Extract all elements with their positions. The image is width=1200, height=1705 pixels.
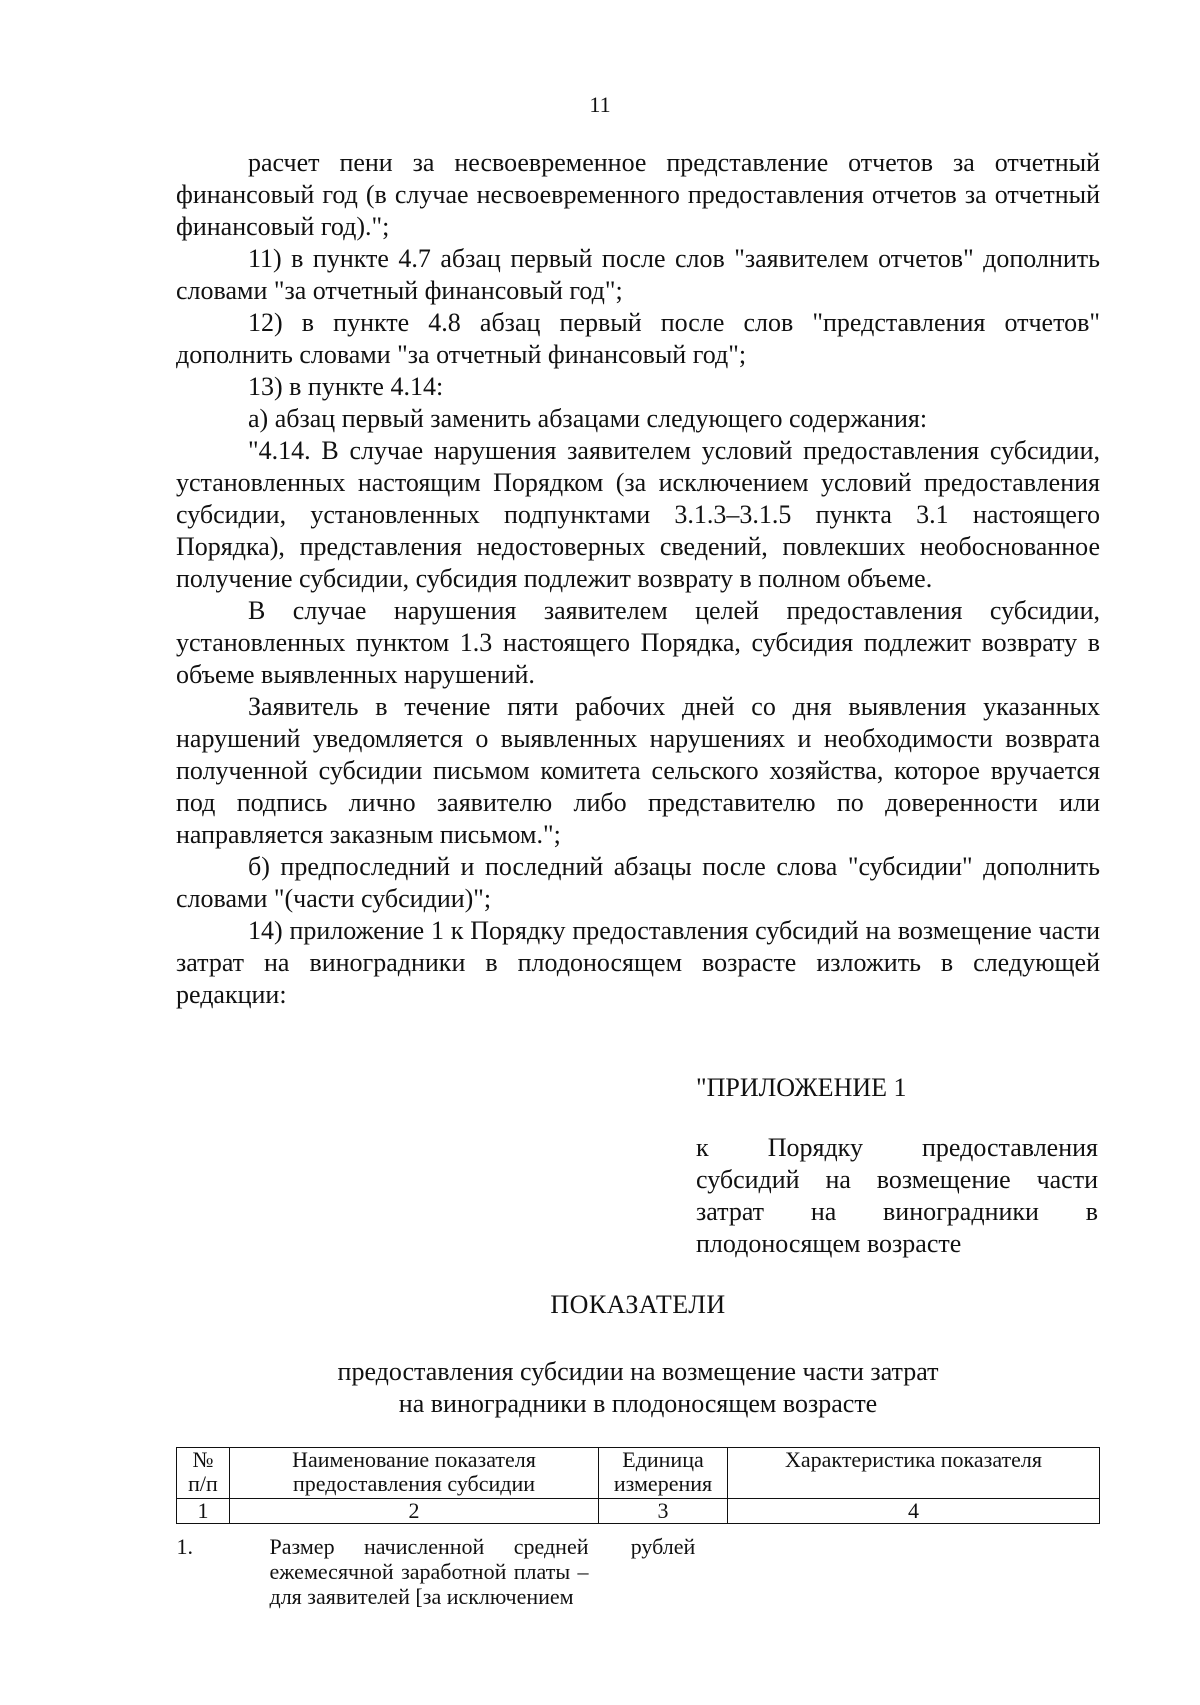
row-characteristic: [728, 1524, 1100, 1610]
paragraph: 12) в пункте 4.8 абзац первый после слов "представления отчетов" дополнить словами "за отчетный финансовый год";: [176, 308, 1100, 369]
document-heading: ПОКАЗАТЕЛИ: [550, 1290, 726, 1319]
page-number: 11: [589, 92, 611, 117]
header-name: [230, 1448, 599, 1499]
paragraph: 14) приложение 1 к Порядку предоставления субсидий на возмещение части затрат на виноградники в плодоносящем возрасте изложить в следующей редакции:: [176, 916, 1100, 1009]
header-unit: [599, 1448, 728, 1499]
paragraph: а) абзац первый заменить абзацами следующего содержания:: [248, 404, 928, 433]
document-body: [176, 147, 1100, 1011]
header-num-line2: п/п: [188, 1471, 218, 1496]
subtitle-line: предоставления субсидии на возмещение части затрат: [337, 1357, 939, 1386]
header-unit-line1: Единица: [622, 1447, 704, 1472]
header-characteristic: Характеристика показателя: [728, 1448, 1100, 1499]
header-unit-line2: измерения: [613, 1471, 713, 1496]
column-number-row: [177, 1499, 1100, 1524]
column-number: 4: [728, 1499, 1100, 1524]
subtitle-line: на виноградники в плодоносящем возрасте: [398, 1389, 878, 1418]
column-number: 1: [177, 1499, 230, 1524]
paragraph: "4.14. В случае нарушения заявителем условий предоставления субсидии, установленных настоящим Порядком (за исключением условий предоставления субсидии, установленных подпунктами 3.1.3–3.1.5 пункта 3.1 настоящего Порядка), представления недостоверных сведений, повлекших необоснованное получение субсидии, субсидия подлежит возврату в полном объеме.: [176, 436, 1100, 593]
appendix-title: "ПРИЛОЖЕНИЕ 1: [696, 1073, 907, 1102]
column-number: 3: [599, 1499, 728, 1524]
row-unit: рублей: [630, 1534, 696, 1559]
row-indicator-name: Размер начисленной средней ежемесячной заработной платы – для заявителей [за исключением: [269, 1534, 589, 1609]
row-number: 1.: [176, 1534, 193, 1559]
document-subtitle: [176, 1356, 1100, 1420]
paragraph: 11) в пункте 4.7 абзац первый после слов "заявителем отчетов" дополнить словами "за отчетный финансовый год";: [176, 244, 1100, 305]
column-number: 2: [230, 1499, 599, 1524]
table-header-row: [177, 1448, 1100, 1499]
paragraph: В случае нарушения заявителем целей предоставления субсидии, установленных пунктом 1.3 настоящего Порядка, субсидия подлежит возврату в объеме выявленных нарушений.: [176, 596, 1100, 689]
paragraph: б) предпоследний и последний абзацы после слова "субсидии" дополнить словами "(части субсидии)";: [176, 852, 1100, 913]
paragraph: Заявитель в течение пяти рабочих дней со дня выявления указанных нарушений уведомляется о выявленных нарушениях и необходимости возврата полученной субсидии письмом комитета сельского хозяйства, которое вручается под подпись лично заявителю либо представителю по доверенности или направляется заказным письмом.";: [176, 692, 1100, 849]
paragraph: расчет пени за несвоевременное представление отчетов за отчетный финансовый год (в случае несвоевременного предоставления отчетов за отчетный финансовый год).";: [176, 148, 1100, 241]
table-row: [177, 1524, 1100, 1610]
indicators-table: [176, 1447, 1100, 1609]
header-name-line1: Наименование показателя: [292, 1447, 536, 1472]
header-num-line1: №: [192, 1447, 214, 1472]
paragraph: 13) в пункте 4.14:: [248, 372, 444, 401]
header-num: [177, 1448, 230, 1499]
appendix-reference: к Порядку предоставления субсидий на возмещение части затрат на виноградники в плодоносящем возрасте: [696, 1133, 1098, 1258]
header-name-line2: предоставления субсидии: [292, 1471, 536, 1496]
